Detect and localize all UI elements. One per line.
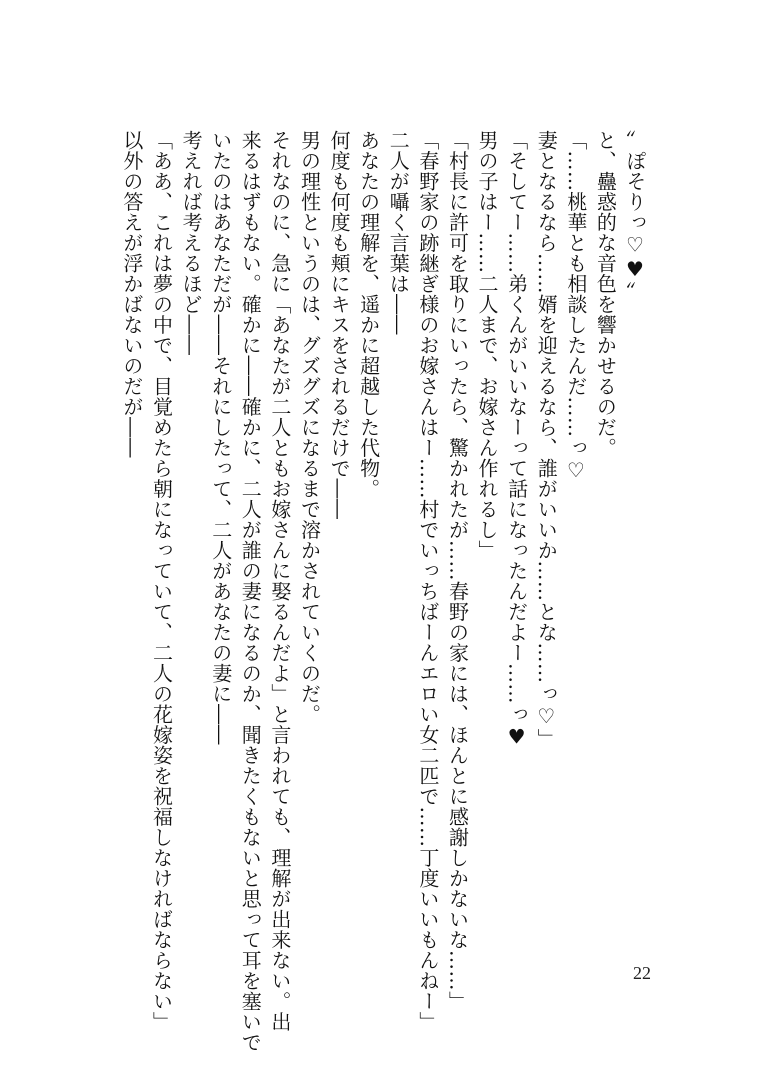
text-line: 男の子はー……二人まで、お嫁さん作れるし」	[475, 130, 500, 561]
text-line: それなのに、急に「あなたが二人ともお嫁さんに娶るんだよ」と言われても、理解が出来ない。出	[267, 130, 292, 1032]
text-line: 男の理性というのは、グズグズになるまで溶かされていくのだ。	[297, 130, 322, 725]
page-number: 22	[633, 963, 651, 983]
text-line: 「春野家の跡継ぎ様のお嫁さんはー……村でいっちばーんエロい女二匹で……丁度いいもんねー」	[415, 130, 440, 1032]
text-line: 「村長に許可を取りにいったら、驚かれたが……春野の家には、ほんとに感謝しかないな……」	[445, 130, 470, 1012]
text-line: 考えれば考えるほど――	[179, 130, 204, 356]
text-line: 二人が囁く言葉は――	[386, 130, 411, 335]
text-line: あなたの理解を、遥かに超越した代物。	[356, 130, 381, 499]
text-line: 妻となるなら……婿を迎えるなら、誰がいいか……とな……っ♡」	[534, 130, 559, 749]
text-line: 以外の答えが浮かばないのだが――	[119, 130, 144, 458]
text-line: いたのはあなただが――それにしたって、二人があなたの妻に――	[208, 130, 233, 745]
text-line: 「ああ、これは夢の中で、目覚めたら朝になっていて、二人の花嫁姿を祝福しなければならない」	[149, 130, 174, 1032]
text-line: 何度も何度も頬にキスをされるだけで――	[327, 130, 352, 520]
text-line: 〟ぽそりっ♡♥〟	[623, 130, 647, 302]
text-line: 「……桃華とも相談したんだ……っ♡	[563, 130, 588, 483]
text-line: と、蠱惑的な音色を響かせるのだ。	[593, 130, 618, 458]
text-line: 来るはずもない。確かに――確かに、二人が誰の妻になるのか、聞きたくもないと思って耳を塞いで	[238, 130, 263, 1053]
text-line: 「そしてー……弟くんがいいなーって話になったんだよー……っ♥	[504, 130, 529, 749]
